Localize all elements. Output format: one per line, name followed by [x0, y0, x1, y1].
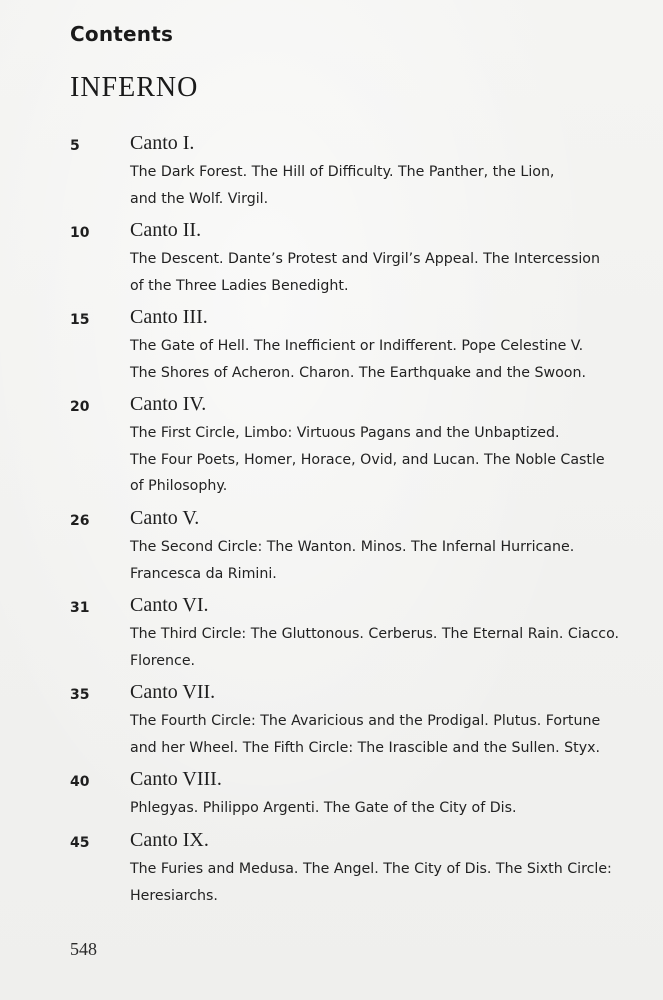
- entry-description: [130, 420, 650, 500]
- entry-description: [130, 333, 650, 386]
- description-line: The Fourth Circle: The Avaricious and the Prodigal. Plutus. Fortune: [130, 713, 601, 729]
- description-line: The Shores of Acheron. Charon. The Earthquake and the Swoon.: [130, 364, 586, 381]
- entry-canto-title: Canto V.: [130, 507, 200, 529]
- description-line: The Furies and Medusa. The Angel. The City of Dis. The Sixth Circle:: [130, 861, 612, 877]
- description-line: and her Wheel. The Fifth Circle: The Irascible and the Sullen. Styx.: [130, 739, 601, 756]
- entry-canto-title: Canto IX.: [130, 829, 209, 851]
- description-line: The Four Poets, Homer, Horace, Ovid, and Lucan. The Noble Castle: [130, 451, 605, 468]
- description-line: The Third Circle: The Gluttonous. Cerberus. The Eternal Rain. Ciacco.: [130, 626, 620, 642]
- entry-page-number: 20: [70, 399, 90, 415]
- description-line: The Gate of Hell. The Inefficient or Indifferent. Pope Celestine V.: [130, 338, 584, 354]
- entry-page-number: 26: [70, 513, 90, 529]
- entry-page-number: 10: [70, 225, 90, 241]
- description-line: and the Wolf. Virgil.: [130, 190, 269, 207]
- description-line: of Philosophy.: [130, 478, 228, 494]
- entry-description: [130, 621, 650, 674]
- description-line: The Descent. Dante’s Protest and Virgil’s Appeal. The Intercession: [130, 251, 600, 267]
- entry-page-number: 35: [70, 687, 90, 703]
- entry-canto-title: Canto VI.: [130, 594, 209, 616]
- entry-description: [130, 856, 650, 909]
- contents-heading: Contents: [70, 22, 174, 46]
- entry-canto-title: Canto IV.: [130, 393, 207, 415]
- entry-page-number: 40: [70, 774, 90, 790]
- entry-page-number: 45: [70, 835, 90, 851]
- page-folio-number: 548: [70, 939, 97, 959]
- entry-description: [130, 159, 650, 212]
- description-line: Florence.: [130, 652, 196, 669]
- entry-page-number: 31: [70, 600, 90, 616]
- entry-canto-title: Canto I.: [130, 132, 195, 154]
- description-line: Francesca da Rimini.: [130, 565, 277, 582]
- description-line: The Second Circle: The Wanton. Minos. The Infernal Hurricane.: [130, 539, 575, 555]
- entry-page-number: 15: [70, 312, 90, 328]
- entry-description: [130, 708, 650, 761]
- description-line: Phlegyas. Philippo Argenti. The Gate of the City of Dis.: [130, 800, 517, 816]
- description-line: The First Circle, Limbo: Virtuous Pagans and the Unbaptized.: [130, 425, 560, 441]
- entry-canto-title: Canto III.: [130, 306, 208, 328]
- description-line: of the Three Ladies Benedight.: [130, 277, 349, 294]
- entry-description: [130, 795, 650, 822]
- description-line: The Dark Forest. The Hill of Difficulty. The Panther, the Lion,: [130, 164, 555, 180]
- section-title-inferno: INFERNO: [70, 72, 199, 103]
- entry-canto-title: Canto VII.: [130, 681, 216, 703]
- entry-page-number: 5: [70, 138, 80, 154]
- entry-canto-title: Canto VIII.: [130, 768, 222, 790]
- entry-description: [130, 534, 650, 587]
- description-line: Heresiarchs.: [130, 887, 218, 904]
- entry-canto-title: Canto II.: [130, 219, 202, 241]
- entry-description: [130, 246, 650, 299]
